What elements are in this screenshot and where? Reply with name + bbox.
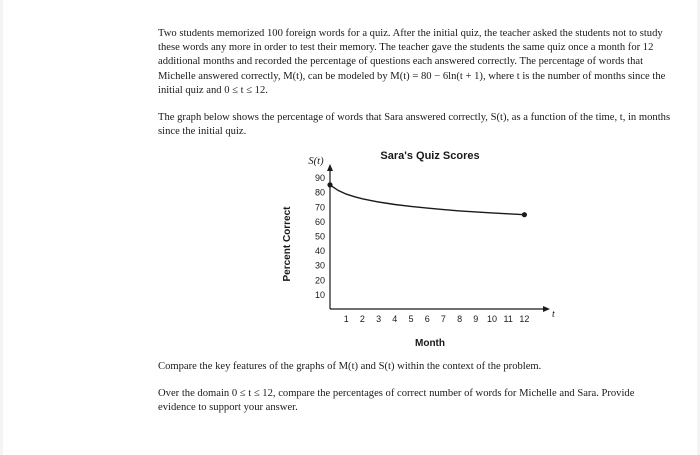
y-tick-label: 60: [314, 216, 325, 227]
chart-series: [327, 182, 527, 217]
x-tick-label: 12: [519, 314, 530, 324]
x-tick-label: 11: [503, 314, 513, 324]
problem-paragraph-2: The graph below shows the percentage of words that Sara answered correctly, S(t), as a function of the time, t, in months since the initial quiz.: [158, 112, 671, 138]
chart-ticks: [315, 173, 529, 324]
y-tick-label: 40: [314, 246, 325, 257]
x-tick-label: 2: [359, 314, 365, 324]
x-tick-label: 5: [408, 314, 414, 324]
chart-title: Sara's Quiz Scores: [380, 150, 480, 162]
x-axis-arrow: [543, 306, 550, 312]
series-line: [330, 185, 524, 215]
question-1: Compare the key features of the graphs of M(t) and S(t) within the context of the problem.: [158, 361, 542, 372]
question-2: Over the domain 0 ≤ t ≤ 12, compare the percentages of correct number of words for Michelle and Sara. Provide evidence to support your answer.: [158, 388, 635, 414]
sara-quiz-chart: [270, 144, 570, 354]
x-tick-label: 9: [473, 314, 479, 324]
y-tick-label: 90: [314, 173, 325, 184]
chart-svg: [270, 144, 570, 354]
x-tick-label: 6: [424, 314, 430, 324]
y-tick-label: 20: [314, 275, 325, 286]
y-axis-title: Percent Correct: [282, 206, 293, 282]
y-tick-label: 10: [314, 289, 325, 300]
y-axis-arrow: [327, 164, 333, 171]
x-axis-variable: t: [552, 309, 555, 320]
x-tick-label: 10: [486, 314, 498, 324]
x-tick-label: 3: [376, 314, 382, 324]
y-tick-label: 50: [314, 231, 325, 242]
x-tick-label: 1: [343, 314, 349, 324]
y-tick-label: 30: [314, 260, 325, 271]
series-end-point: [522, 212, 527, 217]
series-start-point: [327, 182, 332, 187]
y-axis-variable: S(t): [308, 156, 324, 167]
problem-paragraph-1: Two students memorized 100 foreign words for a quiz. After the initial quiz, the teacher asked the students not to study these words any more in order to test their memory. The teacher gave the students the same quiz once a month for 12 additional months and recorded the percentage of questions each answered correctly. The percentage of words that Michelle answered correctly, M(t), can be modeled by M(t) = 80 − 6ln(t + 1), where t is the number of months since the initial quiz and 0 ≤ t ≤ 12.: [158, 28, 666, 96]
chart-axes: [327, 164, 550, 312]
x-tick-label: 8: [457, 314, 463, 324]
y-tick-label: 70: [314, 202, 325, 213]
x-axis-title: Month: [415, 338, 445, 349]
y-tick-label: 80: [314, 187, 325, 198]
x-tick-label: 4: [392, 314, 398, 324]
x-tick-label: 7: [440, 314, 446, 324]
